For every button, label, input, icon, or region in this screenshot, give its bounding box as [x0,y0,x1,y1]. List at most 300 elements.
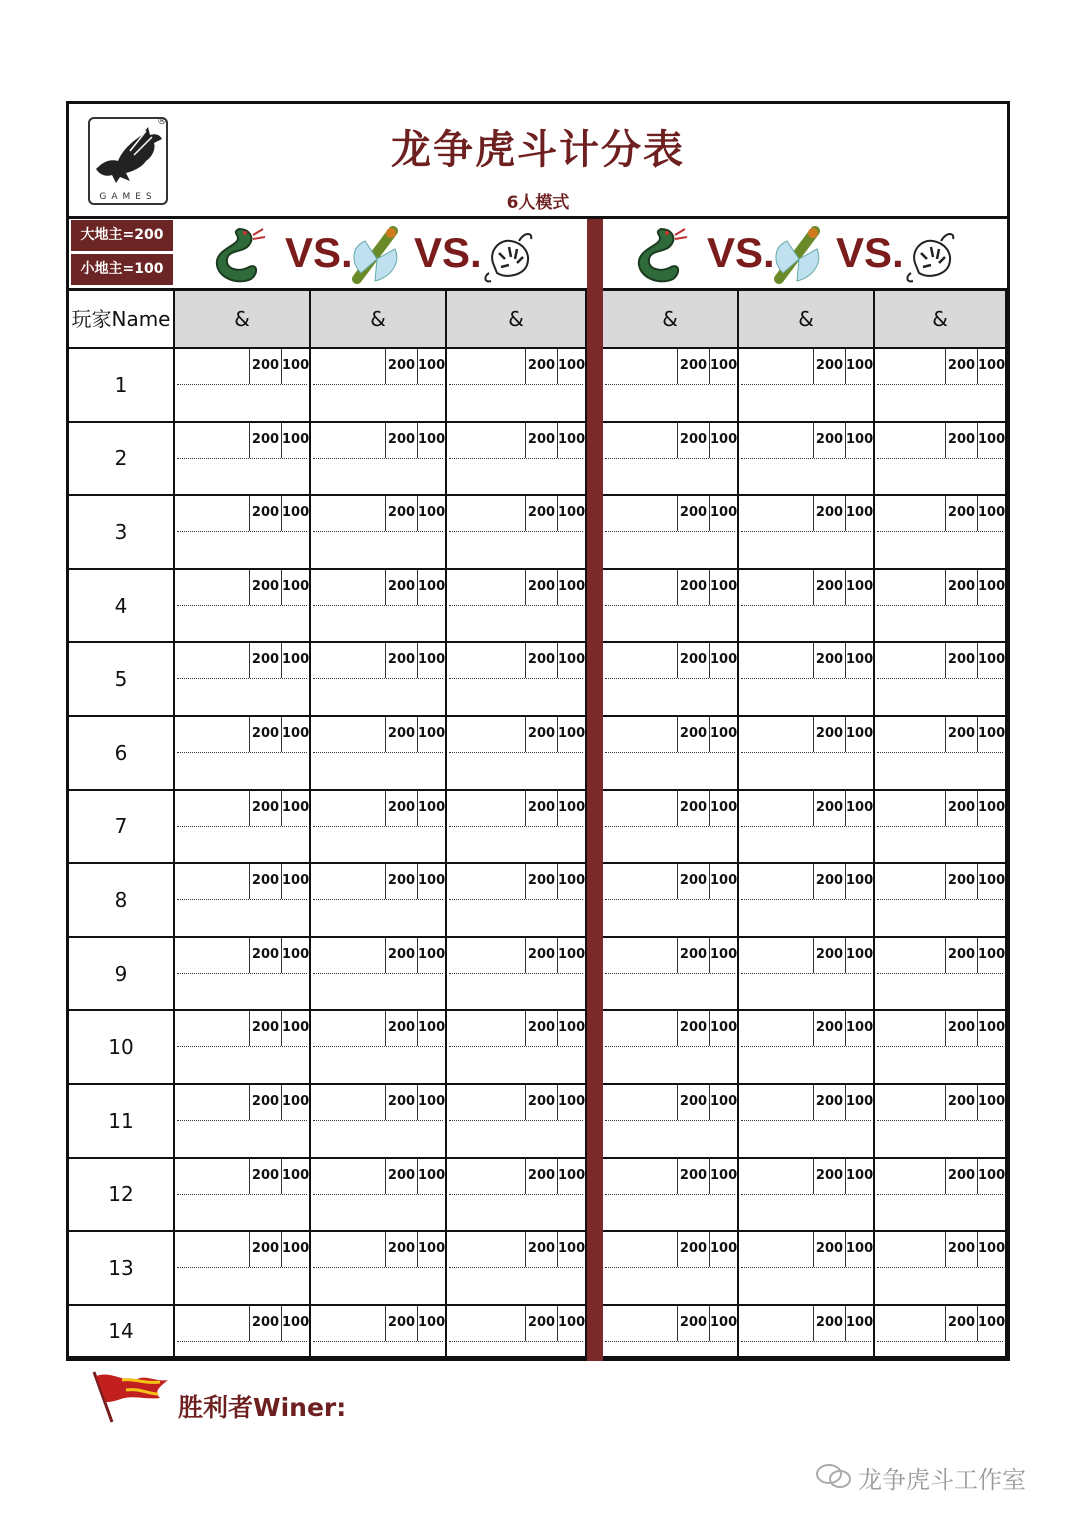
score-100-label: 100 [557,1159,585,1194]
score-cell[interactable] [875,864,1007,938]
score-cell[interactable] [875,496,1007,570]
score-100-label: 100 [417,423,445,458]
dotted-separator [313,678,443,679]
big-landlord-label: 大地主=200 [71,220,173,251]
score-cell[interactable] [875,1011,1007,1085]
score-cell[interactable] [875,423,1007,497]
score-200-label: 200 [945,643,977,678]
dotted-separator [741,826,871,827]
score-200-label: 200 [249,423,281,458]
dotted-separator [605,826,735,827]
score-cell[interactable] [447,1011,587,1085]
score-200-label: 200 [945,717,977,752]
score-200-label: 200 [945,791,977,826]
score-200-label: 200 [677,1159,709,1194]
column-header-6: & [875,291,1007,349]
score-100-label: 100 [281,1011,309,1046]
score-100-label: 100 [417,717,445,752]
table-row [69,1011,1007,1085]
dotted-separator [877,1267,1003,1268]
dotted-separator [177,678,307,679]
score-cell[interactable] [739,643,875,717]
score-200-label: 200 [945,423,977,458]
score-200-label: 200 [945,496,977,531]
score-100-label: 100 [977,1232,1005,1267]
score-200-label: 200 [385,864,417,899]
tiger-icon [901,223,963,285]
dotted-separator [449,678,583,679]
score-100-label: 100 [557,864,585,899]
dotted-separator [449,605,583,606]
score-cell[interactable] [739,1085,875,1159]
dotted-separator [877,973,1003,974]
score-200-label: 200 [385,1232,417,1267]
score-cell[interactable] [875,1085,1007,1159]
score-200-label: 200 [677,1011,709,1046]
score-cell[interactable] [739,349,875,423]
table-row [69,717,1007,791]
score-100-label: 100 [557,643,585,678]
score-200-label: 200 [249,1232,281,1267]
score-100-label: 100 [845,938,873,973]
score-cell[interactable] [311,717,447,791]
score-cell[interactable] [175,1306,311,1358]
player-name-header: 玩家Name [69,291,175,349]
score-100-label: 100 [281,1306,309,1341]
score-cell[interactable] [175,864,311,938]
table-row [69,570,1007,644]
score-cell[interactable] [447,1232,587,1306]
score-200-label: 200 [249,1306,281,1341]
table-row [69,791,1007,865]
score-cell[interactable] [875,717,1007,791]
score-cell[interactable] [311,1232,447,1306]
score-100-label: 100 [417,349,445,384]
dragon-icon [631,223,693,285]
score-200-label: 200 [525,643,557,678]
score-100-label: 100 [709,717,737,752]
page-subtitle: 6人模式 [506,193,570,213]
score-200-label: 200 [677,864,709,899]
score-cell[interactable] [603,643,739,717]
column-header-3: & [447,291,587,349]
score-cell[interactable] [739,717,875,791]
row-number: 5 [69,643,175,717]
score-100-label: 100 [709,349,737,384]
score-cell[interactable] [739,1232,875,1306]
score-cell[interactable] [311,349,447,423]
score-cell[interactable] [875,570,1007,644]
score-cell[interactable] [603,570,739,644]
score-200-label: 200 [385,791,417,826]
score-cell[interactable] [603,791,739,865]
cicada-icon [769,223,825,285]
score-100-label: 100 [845,570,873,605]
score-cell[interactable] [447,791,587,865]
score-100-label: 100 [709,570,737,605]
table-row [69,1232,1007,1306]
dotted-separator [177,899,307,900]
score-cell[interactable] [175,349,311,423]
dotted-separator [605,605,735,606]
score-200-label: 200 [945,1159,977,1194]
score-100-label: 100 [709,1159,737,1194]
table-row [69,864,1007,938]
score-cell[interactable] [603,1085,739,1159]
score-200-label: 200 [677,1085,709,1120]
dotted-separator [313,384,443,385]
score-cell[interactable] [175,717,311,791]
score-cell[interactable] [175,496,311,570]
score-cell[interactable] [447,570,587,644]
score-cell[interactable] [739,1159,875,1233]
score-200-label: 200 [249,1085,281,1120]
score-200-label: 200 [385,1085,417,1120]
row-number: 13 [69,1232,175,1306]
score-200-label: 200 [385,423,417,458]
score-100-label: 100 [977,643,1005,678]
score-200-label: 200 [385,1011,417,1046]
score-200-label: 200 [249,791,281,826]
row-number: 12 [69,1159,175,1233]
score-100-label: 100 [845,643,873,678]
score-200-label: 200 [813,349,845,384]
score-cell[interactable] [875,349,1007,423]
score-100-label: 100 [557,349,585,384]
score-100-label: 100 [281,1232,309,1267]
dotted-separator [741,458,871,459]
dotted-separator [877,826,1003,827]
winner-label: 胜利者Winer: [178,1393,347,1422]
score-200-label: 200 [677,349,709,384]
score-100-label: 100 [417,1306,445,1341]
dotted-separator [313,458,443,459]
score-cell[interactable] [603,1232,739,1306]
score-cell[interactable] [603,1306,739,1358]
score-cell[interactable] [175,1011,311,1085]
score-cell[interactable] [311,1011,447,1085]
score-100-label: 100 [281,1159,309,1194]
score-cell[interactable] [175,423,311,497]
score-100-label: 100 [977,570,1005,605]
dotted-separator [177,1341,307,1342]
dotted-separator [605,1194,735,1195]
dotted-separator [741,1267,871,1268]
score-cell[interactable] [739,496,875,570]
column-header-5: & [739,291,875,349]
dotted-separator [177,752,307,753]
score-cell[interactable] [175,1232,311,1306]
dotted-separator [877,1194,1003,1195]
dotted-separator [605,752,735,753]
dotted-separator [605,1341,735,1342]
dotted-separator [313,1341,443,1342]
vs-label: VS. [836,229,904,276]
dotted-separator [177,605,307,606]
score-200-label: 200 [813,938,845,973]
dotted-separator [449,1267,583,1268]
score-200-label: 200 [813,1011,845,1046]
score-200-label: 200 [525,864,557,899]
dotted-separator [177,384,307,385]
dotted-separator [877,899,1003,900]
score-200-label: 200 [813,1306,845,1341]
score-cell[interactable] [603,349,739,423]
dotted-separator [177,973,307,974]
score-cell[interactable] [739,423,875,497]
score-100-label: 100 [281,1085,309,1120]
column-header-4: & [603,291,739,349]
dotted-separator [605,1267,735,1268]
score-cell[interactable] [603,1011,739,1085]
score-200-label: 200 [385,1306,417,1341]
score-cell[interactable] [875,791,1007,865]
score-cell[interactable] [447,349,587,423]
score-100-label: 100 [417,864,445,899]
score-cell[interactable] [311,1306,447,1358]
score-200-label: 200 [525,423,557,458]
vs-row [69,219,1007,291]
score-100-label: 100 [977,1159,1005,1194]
score-cell[interactable] [447,864,587,938]
score-200-label: 200 [525,496,557,531]
score-100-label: 100 [977,1011,1005,1046]
score-100-label: 100 [845,1159,873,1194]
score-cell[interactable] [311,864,447,938]
dotted-separator [313,605,443,606]
score-100-label: 100 [557,423,585,458]
score-100-label: 100 [709,1232,737,1267]
row-number: 7 [69,791,175,865]
score-100-label: 100 [557,1306,585,1341]
dotted-separator [313,973,443,974]
score-100-label: 100 [417,1085,445,1120]
dotted-separator [741,1194,871,1195]
score-100-label: 100 [845,496,873,531]
score-200-label: 200 [945,349,977,384]
score-cell[interactable] [739,791,875,865]
score-cell[interactable] [739,1011,875,1085]
score-200-label: 200 [677,643,709,678]
dotted-separator [605,458,735,459]
dotted-separator [741,1120,871,1121]
title-area [69,104,1007,219]
score-100-label: 100 [845,1011,873,1046]
dotted-separator [605,384,735,385]
dotted-separator [177,1046,307,1047]
score-cell[interactable] [447,717,587,791]
table-row [69,1085,1007,1159]
dotted-separator [177,826,307,827]
dotted-separator [877,1046,1003,1047]
column-header-1: & [175,291,311,349]
dotted-separator [877,458,1003,459]
score-100-label: 100 [709,938,737,973]
row-number: 4 [69,570,175,644]
score-cell[interactable] [739,570,875,644]
score-sheet [66,101,1010,1361]
score-cell[interactable] [311,1085,447,1159]
dotted-separator [177,458,307,459]
score-100-label: 100 [557,496,585,531]
dotted-separator [313,899,443,900]
table-row [69,423,1007,497]
score-100-label: 100 [845,791,873,826]
score-cell[interactable] [175,1159,311,1233]
dotted-separator [313,752,443,753]
dotted-separator [605,1046,735,1047]
score-cell[interactable] [447,1159,587,1233]
dotted-separator [741,1341,871,1342]
small-landlord-label: 小地主=100 [71,254,173,285]
row-number: 8 [69,864,175,938]
score-cell[interactable] [603,864,739,938]
row-number: 6 [69,717,175,791]
score-cell[interactable] [603,496,739,570]
score-100-label: 100 [977,423,1005,458]
score-100-label: 100 [281,349,309,384]
score-100-label: 100 [709,1085,737,1120]
score-200-label: 200 [385,496,417,531]
score-cell[interactable] [875,1232,1007,1306]
dotted-separator [177,1194,307,1195]
score-200-label: 200 [249,643,281,678]
score-100-label: 100 [417,570,445,605]
score-200-label: 200 [945,864,977,899]
dotted-separator [877,531,1003,532]
score-200-label: 200 [677,570,709,605]
score-cell[interactable] [311,1159,447,1233]
score-cell[interactable] [175,791,311,865]
cicada-icon [347,223,403,285]
dotted-separator [449,1194,583,1195]
row-number: 1 [69,349,175,423]
score-cell[interactable] [311,570,447,644]
dotted-separator [449,1341,583,1342]
score-100-label: 100 [417,938,445,973]
score-200-label: 200 [385,349,417,384]
score-cell[interactable] [447,423,587,497]
score-cell[interactable] [875,938,1007,1012]
score-cell[interactable] [175,1085,311,1159]
score-cell[interactable] [875,643,1007,717]
dotted-separator [449,384,583,385]
score-200-label: 200 [813,496,845,531]
score-cell[interactable] [175,643,311,717]
score-cell[interactable] [447,938,587,1012]
score-cell[interactable] [447,1085,587,1159]
score-200-label: 200 [813,570,845,605]
score-cell[interactable] [311,791,447,865]
dotted-separator [313,1046,443,1047]
score-200-label: 200 [525,1232,557,1267]
table-row [69,1159,1007,1233]
score-cell[interactable] [447,1306,587,1358]
dotted-separator [741,1046,871,1047]
wechat-icon [815,1462,853,1490]
score-100-label: 100 [557,1232,585,1267]
dotted-separator [177,1267,307,1268]
score-cell[interactable] [739,938,875,1012]
score-cell[interactable] [875,1159,1007,1233]
score-cell[interactable] [175,570,311,644]
score-200-label: 200 [385,717,417,752]
score-cell[interactable] [175,938,311,1012]
score-200-label: 200 [945,1085,977,1120]
dotted-separator [313,826,443,827]
row-number: 11 [69,1085,175,1159]
score-100-label: 100 [845,349,873,384]
score-cell[interactable] [447,643,587,717]
score-cell[interactable] [603,938,739,1012]
logo-text: GAMES [99,192,157,202]
score-cell[interactable] [311,423,447,497]
score-200-label: 200 [677,791,709,826]
score-cell[interactable] [739,1306,875,1358]
dotted-separator [741,384,871,385]
dotted-separator [313,531,443,532]
dotted-separator [177,531,307,532]
score-200-label: 200 [525,570,557,605]
score-100-label: 100 [281,717,309,752]
score-cell[interactable] [603,717,739,791]
score-200-label: 200 [813,1085,845,1120]
score-200-label: 200 [945,1232,977,1267]
score-200-label: 200 [525,1306,557,1341]
watermark-text: 龙争虎斗工作室 [858,1466,1026,1494]
score-200-label: 200 [249,717,281,752]
score-200-label: 200 [525,1085,557,1120]
dotted-separator [605,678,735,679]
score-100-label: 100 [417,643,445,678]
score-100-label: 100 [557,938,585,973]
dotted-separator [605,1120,735,1121]
row-number: 9 [69,938,175,1012]
score-cell[interactable] [603,1159,739,1233]
score-cell[interactable] [311,643,447,717]
dotted-separator [313,1194,443,1195]
score-cell[interactable] [311,496,447,570]
score-100-label: 100 [977,864,1005,899]
score-200-label: 200 [249,1011,281,1046]
row-number: 3 [69,496,175,570]
dotted-separator [741,605,871,606]
dotted-separator [741,973,871,974]
dotted-separator [449,752,583,753]
score-cell[interactable] [447,496,587,570]
score-200-label: 200 [525,1159,557,1194]
score-200-label: 200 [945,570,977,605]
score-200-label: 200 [677,1306,709,1341]
score-cell[interactable] [739,864,875,938]
score-100-label: 100 [281,864,309,899]
score-100-label: 100 [709,643,737,678]
dotted-separator [741,531,871,532]
score-200-label: 200 [813,864,845,899]
score-cell[interactable] [603,423,739,497]
score-200-label: 200 [385,938,417,973]
dotted-separator [877,384,1003,385]
score-cell[interactable] [311,938,447,1012]
tiger-icon [479,223,541,285]
dotted-separator [449,1046,583,1047]
dragon-icon [209,223,271,285]
dotted-separator [177,1120,307,1121]
score-100-label: 100 [709,1306,737,1341]
score-200-label: 200 [945,938,977,973]
score-cell[interactable] [875,1306,1007,1358]
score-200-label: 200 [249,570,281,605]
